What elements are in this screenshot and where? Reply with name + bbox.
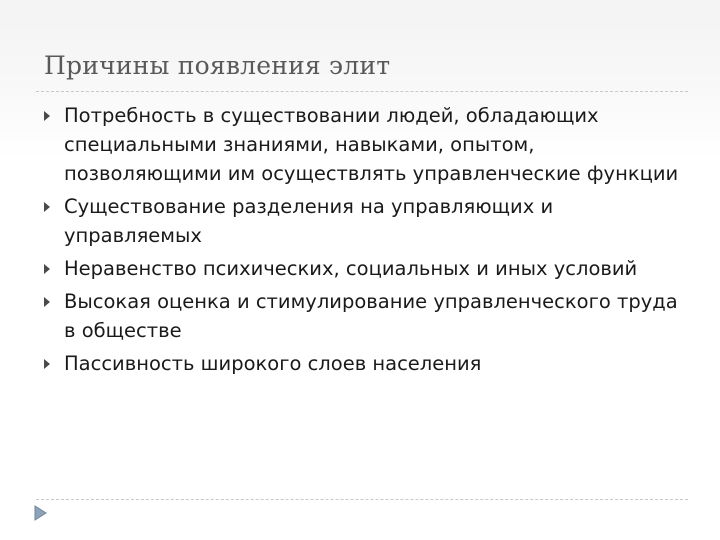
triangle-right-icon	[44, 202, 50, 212]
triangle-right-icon	[44, 297, 50, 307]
bullet-item	[44, 192, 694, 250]
play-arrow-icon[interactable]	[32, 505, 48, 521]
bullet-item	[44, 101, 694, 188]
footer-divider	[36, 499, 688, 500]
bullet-text: Потребность в существовании людей, обладающих специальными знаниями, навыками, опытом, позволяющими им осуществлять управленческие функции	[64, 104, 679, 185]
bullet-item	[44, 254, 694, 283]
bullet-list	[44, 101, 694, 382]
bullet-item	[44, 287, 694, 345]
bullet-text: Неравенство психических, социальных и иных условий	[64, 257, 638, 280]
triangle-right-icon	[44, 359, 50, 369]
bullet-text: Существование разделения на управляющих и управляемых	[64, 195, 554, 247]
triangle-right-icon	[44, 111, 50, 121]
slide-title: Причины появления элит	[44, 51, 391, 80]
triangle-right-icon	[44, 264, 50, 274]
bullet-item	[44, 349, 694, 378]
bullet-text: Высокая оценка и стимулирование управленческого труда в обществе	[64, 290, 678, 342]
bullet-text: Пассивность широкого слоев населения	[64, 352, 482, 375]
title-divider	[36, 91, 688, 92]
